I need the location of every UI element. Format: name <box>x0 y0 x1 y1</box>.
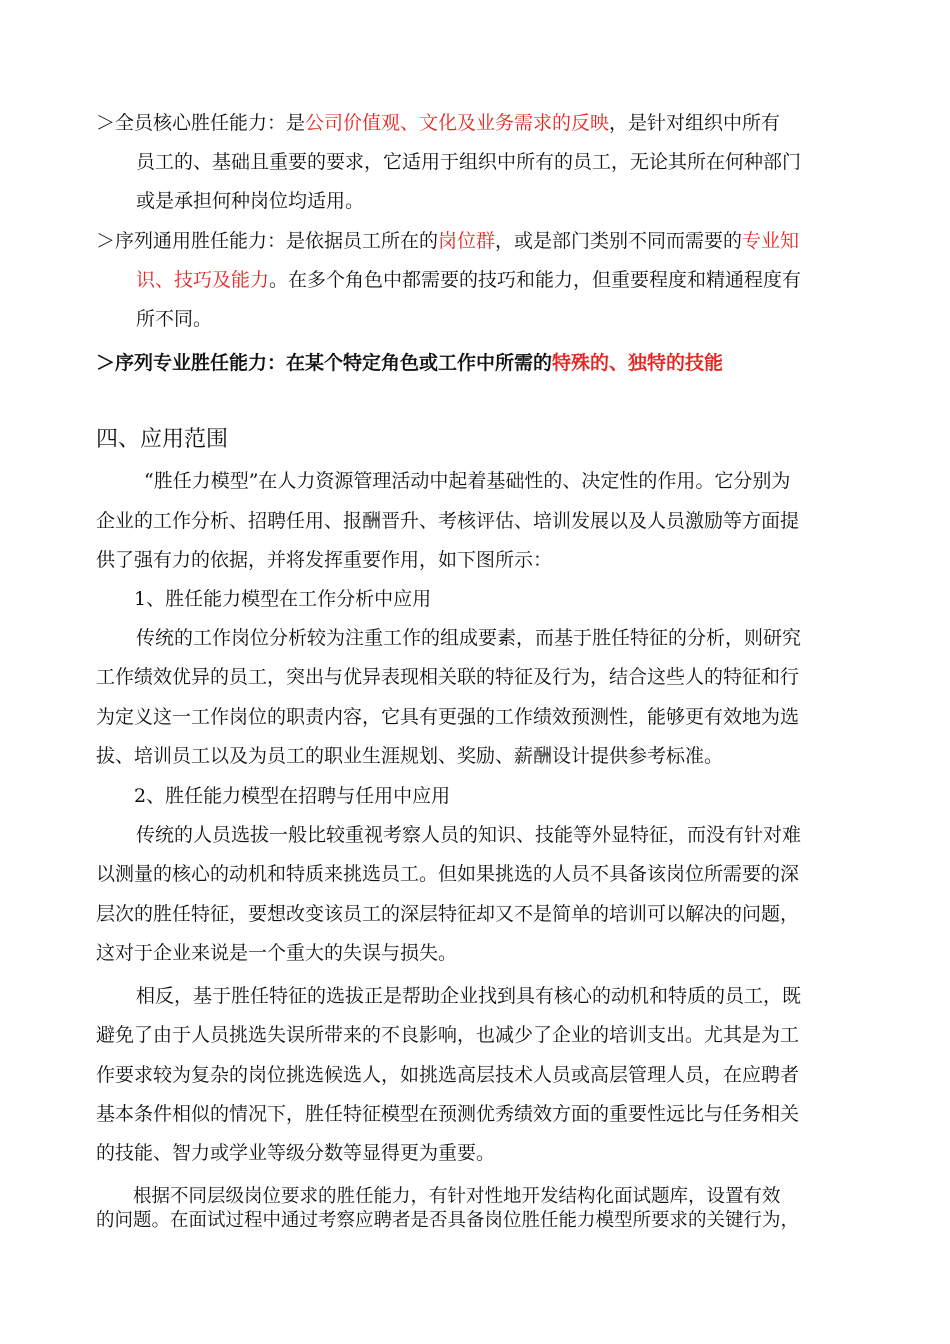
bullet-general-competency-line-1 <box>96 228 799 254</box>
subsection-2-para1-line-3: 层次的胜任特征，要想改变该员工的深层特征却又不是简单的培训可以解决的问题， <box>96 903 800 925</box>
bullet-general-highlight-1: 岗位群 <box>438 230 496 252</box>
subsection-1-line-4: 拔、培训员工以及为员工的职业生涯规划、奖励、薪酬设计提供参考标准。 <box>96 745 724 767</box>
intro-line-1: “胜任力模型”在人力资源管理活动中起着基础性的、决定性的作用。它分别为 <box>144 470 791 492</box>
intro-line-3: 供了强有力的依据，并将发挥重要作用，如下图所示： <box>96 549 553 571</box>
subsection-1-line-1: 传统的工作岗位分析较为注重工作的组成要素，而基于胜任特征的分析，则研究 <box>136 627 802 649</box>
subsection-1-title: 1、胜任能力模型在工作分析中应用 <box>134 588 432 610</box>
intro-line-2: 企业的工作分析、招聘任用、报酬晋升、考核评估、培训发展以及人员激励等方面提 <box>96 510 800 532</box>
bullet-general-competency-line-3: 所不同。 <box>136 308 213 330</box>
subsection-2-para1-line-4: 这对于企业来说是一个重大的失误与损失。 <box>96 942 458 964</box>
bullet-general-prefix: ＞序列通用胜任能力：是依据员工所在的 <box>96 230 439 252</box>
bullet-general-competency-line-2 <box>136 267 801 293</box>
bullet-core-highlight: 公司价值观、文化及业务需求的反映 <box>305 112 610 134</box>
subsection-2-para3-line-2: 的问题。在面试过程中通过考察应聘者是否具备岗位胜任能力模型所要求的关键行为， <box>96 1210 800 1231</box>
bullet-specialized-competency <box>96 350 723 376</box>
subsection-2-para1-line-2: 以测量的核心的动机和特质来挑选员工。但如果挑选的人员不具备该岗位所需要的深 <box>96 863 800 885</box>
bullet-core-competency-line-3: 或是承担何种岗位均适用。 <box>136 190 365 212</box>
bullet-general-middle: ，或是部门类别不同而需要的 <box>495 230 743 252</box>
subsection-2-para2-line-2: 避免了由于人员挑选失误所带来的不良影响，也减少了企业的培训支出。尤其是为工 <box>96 1024 800 1046</box>
bullet-general-highlight-2: 专业知 <box>742 230 800 252</box>
bullet-specialized-highlight: 特殊的、独特的技能 <box>552 352 724 374</box>
subsection-2-para3-line-1: 根据不同层级岗位要求的胜任能力，有针对性地开发结构化面试题库，设置有效 <box>133 1186 781 1207</box>
bullet-core-competency-line-2: 员工的、基础且重要的要求，它适用于组织中所有的员工，无论其所在何种部门 <box>136 151 802 173</box>
section-heading: 四、应用范围 <box>96 427 229 452</box>
bullet-general-suffix: 。在多个角色中都需要的技巧和能力，但重要程度和精通程度有 <box>269 269 802 291</box>
subsection-2-para2-line-1: 相反，基于胜任特征的选拔正是帮助企业找到具有核心的动机和特质的员工，既 <box>136 985 802 1007</box>
bullet-general-highlight-3: 识、技巧及能力 <box>136 269 270 291</box>
subsection-1-line-2: 工作绩效优异的员工，突出与优异表现相关联的特征及行为，结合这些人的特征和行 <box>96 666 800 688</box>
subsection-2-para1-line-1: 传统的人员选拔一般比较重视考察人员的知识、技能等外显特征，而没有针对难 <box>136 824 802 846</box>
subsection-1-line-3: 为定义这一工作岗位的职责内容，它具有更强的工作绩效预测性，能够更有效地为选 <box>96 706 800 728</box>
bullet-core-prefix: ＞全员核心胜任能力：是 <box>96 112 306 134</box>
bullet-specialized-prefix: ＞序列专业胜任能力：在某个特定角色或工作中所需的 <box>96 352 553 374</box>
subsection-2-para2-line-4: 基本条件相似的情况下，胜任特征模型在预测优秀绩效方面的重要性远比与任务相关 <box>96 1103 800 1125</box>
subsection-2-para2-line-3: 作要求较为复杂的岗位挑选候选人，如挑选高层技术人员或高层管理人员，在应聘者 <box>96 1064 800 1086</box>
bullet-core-suffix: ，是针对组织中所有 <box>609 112 781 134</box>
subsection-2-para2-line-5: 的技能、智力或学业等级分数等显得更为重要。 <box>96 1142 496 1164</box>
bullet-core-competency-line-1 <box>96 110 780 136</box>
subsection-2-title: 2、胜任能力模型在招聘与任用中应用 <box>134 785 451 807</box>
